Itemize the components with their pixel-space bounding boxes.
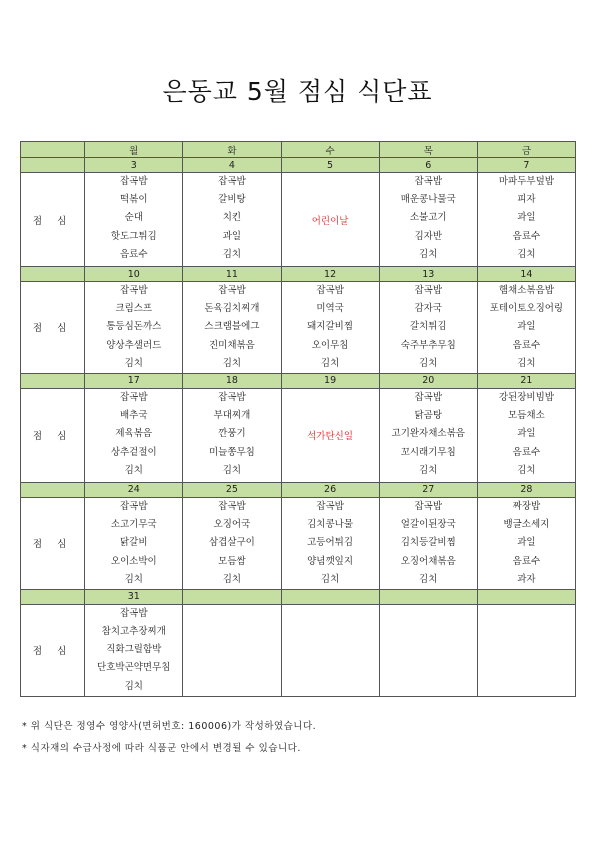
menu-item: 돼지갈비찜 (307, 321, 354, 333)
menu-item (380, 659, 477, 677)
menu-item: 갈비탕 (218, 194, 246, 206)
menu-item: 순대 (124, 212, 143, 224)
menu-cell-wed (281, 604, 379, 696)
menu-item: 과자 (517, 573, 536, 585)
menu-item: 김치 (124, 357, 143, 369)
menu-cell-thu (379, 604, 477, 696)
date-row-label (21, 482, 85, 497)
menu-item: 잡곡밥 (414, 500, 442, 512)
menu-item: 상추겉절이 (110, 446, 157, 458)
menu-cell-tue (183, 497, 281, 589)
weekday-header-row (21, 142, 576, 158)
menu-item: 고기완자채소볶음 (391, 428, 465, 440)
meal-row (21, 282, 576, 374)
date-cell-mon: 10 (85, 267, 183, 282)
date-cell-fri: 28 (477, 482, 575, 497)
menu-item (478, 641, 575, 659)
date-cell-fri (477, 589, 575, 604)
menu-item: 배추국 (120, 410, 148, 422)
menu-item: 음료수 (512, 446, 541, 458)
page-title: 은동교 5월 점심 식단표 (162, 77, 433, 106)
menu-item: 닭곰탕 (414, 410, 442, 422)
menu-cell-fri (477, 282, 575, 374)
menu-item: 햄채소볶음밥 (498, 285, 554, 296)
date-cell-tue: 25 (183, 482, 281, 497)
menu-item: 잡곡밥 (120, 500, 148, 512)
menu-item: 잡곡밥 (414, 176, 442, 187)
menu-item: 진미채볶음 (208, 339, 255, 351)
date-cell-mon: 24 (85, 482, 183, 497)
date-cell-mon: 3 (85, 158, 183, 173)
menu-item: 갈치튀김 (409, 321, 447, 333)
menu-cell-wed (281, 282, 379, 374)
date-cell-wed: 19 (281, 373, 379, 388)
menu-item: 김치 (517, 464, 536, 476)
weekday-header-fri: 금 (477, 142, 575, 158)
menu-item: 과일 (517, 428, 536, 440)
menu-item: 김치 (222, 248, 242, 260)
menu-item: 잡곡밥 (120, 391, 148, 403)
menu-item: 크림스프 (115, 303, 153, 315)
menu-item: 오징어국 (213, 519, 251, 531)
menu-item: 잡곡밥 (316, 285, 344, 296)
menu-item: 강된장비빔밥 (498, 391, 554, 403)
menu-item: 김치 (517, 248, 536, 260)
menu-item: 포테이토오징어링 (489, 303, 564, 315)
date-row (21, 482, 576, 497)
meal-label: 점 심 (21, 282, 85, 374)
menu-item: 김치등갈비찜 (400, 537, 456, 549)
date-cell-thu (379, 589, 477, 604)
holiday-cell: 석가탄신일 (281, 388, 379, 482)
menu-cell-fri (477, 497, 575, 589)
date-cell-tue: 4 (183, 158, 281, 173)
menu-item: 깐풍기 (218, 428, 246, 440)
weekday-header-tue: 화 (183, 142, 281, 158)
menu-item: 모듬쌈 (218, 555, 246, 567)
menu-item: 매운콩나물국 (400, 194, 456, 206)
menu-item: 핫도그튀김 (110, 230, 157, 242)
menu-item (478, 659, 575, 677)
menu-item: 치킨 (222, 212, 242, 224)
menu-item: 과일 (517, 212, 536, 224)
menu-item: 과일 (222, 230, 242, 242)
date-row-label (21, 158, 85, 173)
menu-item: 음료수 (120, 248, 148, 260)
date-cell-wed: 12 (281, 267, 379, 282)
menu-item: 소불고기 (409, 212, 447, 224)
menu-item: 잡곡밥 (218, 500, 246, 512)
menu-cell-wed (281, 497, 379, 589)
menu-item: 김자반 (414, 230, 442, 242)
menu-item: 오이무침 (311, 339, 349, 351)
date-cell-tue (183, 589, 281, 604)
menu-item (183, 623, 280, 641)
date-row-label (21, 267, 85, 282)
date-row (21, 589, 576, 604)
weekday-header-mon: 월 (85, 142, 183, 158)
date-cell-tue: 11 (183, 267, 281, 282)
menu-item: 잡곡밥 (120, 176, 148, 187)
meal-label: 점 심 (21, 173, 85, 267)
meal-label: 점 심 (21, 388, 85, 482)
menu-item: 김치 (320, 357, 340, 369)
menu-item: 얼갈이된장국 (400, 519, 456, 531)
menu-item: 숙주부추무침 (400, 339, 456, 351)
menu-item: 감자국 (414, 303, 442, 315)
menu-item: 뱅글소세지 (503, 519, 550, 531)
menu-cell-mon (85, 604, 183, 696)
menu-item: 김치콩나물 (307, 519, 354, 531)
menu-item: 참치고추장찌개 (101, 626, 166, 638)
date-cell-mon: 17 (85, 373, 183, 388)
menu-item (478, 623, 575, 641)
menu-item: 김치 (419, 248, 438, 260)
menu-cell-thu (379, 282, 477, 374)
date-cell-tue: 18 (183, 373, 281, 388)
menu-item: 김치 (124, 573, 143, 585)
date-row (21, 158, 576, 173)
date-cell-wed: 26 (281, 482, 379, 497)
menu-item: 잡곡밥 (120, 285, 148, 296)
menu-item: 통등심돈까스 (106, 321, 162, 333)
menu-item: 부대찌개 (213, 410, 251, 422)
menu-item: 짜장밥 (512, 500, 541, 512)
meal-label: 점 심 (21, 604, 85, 696)
menu-item (183, 678, 280, 696)
date-cell-wed: 5 (281, 158, 379, 173)
menu-item (282, 623, 379, 641)
menu-cell-mon (85, 282, 183, 374)
menu-cell-mon (85, 497, 183, 589)
menu-item: 스크램블에그 (204, 321, 260, 333)
menu-item: 마파두부덮밥 (498, 176, 554, 187)
meal-row (21, 604, 576, 696)
menu-item: 잡곡밥 (218, 285, 246, 296)
date-cell-fri: 21 (477, 373, 575, 388)
holiday-cell: 어린이날 (281, 173, 379, 267)
menu-item: 김치 (419, 573, 438, 585)
menu-item (380, 678, 477, 696)
menu-item: 모듬채소 (508, 410, 545, 422)
meal-row (21, 388, 576, 482)
date-cell-thu: 27 (379, 482, 477, 497)
menu-item: 음료수 (512, 339, 541, 351)
menu-item: 꼬시래기무침 (400, 446, 456, 458)
menu-item: 제육볶음 (115, 428, 153, 440)
date-cell-wed (281, 589, 379, 604)
menu-item: 닭갈비 (120, 537, 148, 549)
weekday-header-thu: 목 (379, 142, 477, 158)
menu-item: 양상추샐러드 (106, 339, 162, 351)
menu-item: 미역국 (316, 303, 344, 315)
menu-item: 김치 (222, 573, 242, 585)
date-cell-thu: 13 (379, 267, 477, 282)
menu-item: 과일 (517, 537, 536, 549)
menu-item: 김치 (419, 357, 438, 369)
menu-item (380, 641, 477, 659)
menu-cell-tue (183, 282, 281, 374)
meal-row (21, 173, 576, 267)
menu-item (183, 641, 280, 659)
menu-cell-mon (85, 388, 183, 482)
meal-label: 점 심 (21, 497, 85, 589)
note-change: * 식자재의 수급사정에 따라 식품군 안에서 변경될 수 있습니다. (22, 743, 301, 754)
menu-item (282, 605, 379, 623)
menu-item (380, 605, 477, 623)
menu-cell-tue (183, 173, 281, 267)
menu-item: 잡곡밥 (414, 391, 442, 403)
menu-item (478, 605, 575, 623)
meal-row (21, 497, 576, 589)
weekday-header-wed: 수 (281, 142, 379, 158)
date-row (21, 373, 576, 388)
note-author: * 위 식단은 정영수 영양사(면허번호: 160006)가 작성하였습니다. (22, 721, 317, 732)
menu-item (282, 678, 379, 696)
menu-item: 삼겹살구이 (208, 537, 255, 549)
date-cell-fri: 7 (477, 158, 575, 173)
menu-item: 잡곡밥 (120, 607, 148, 619)
menu-cell-tue (183, 604, 281, 696)
menu-item: 오이소박이 (110, 555, 157, 567)
menu-cell-tue (183, 388, 281, 482)
menu-item: 음료수 (512, 555, 541, 567)
menu-item: 잡곡밥 (218, 176, 246, 187)
menu-item: 잡곡밥 (414, 285, 442, 296)
menu-cell-mon (85, 173, 183, 267)
menu-cell-thu (379, 388, 477, 482)
menu-item (478, 678, 575, 696)
menu-item: 소고기무국 (110, 519, 157, 531)
menu-cell-thu (379, 497, 477, 589)
menu-item: 김치 (222, 357, 242, 369)
date-cell-mon: 31 (85, 589, 183, 604)
menu-item (183, 605, 280, 623)
menu-item (183, 659, 280, 677)
menu-item: 김치 (419, 464, 438, 476)
menu-item: 피자 (517, 194, 536, 206)
date-row (21, 267, 576, 282)
menu-cell-fri (477, 388, 575, 482)
menu-item: 잡곡밥 (218, 391, 246, 403)
menu-item: 과일 (517, 321, 536, 333)
menu-item: 고등어튀김 (307, 537, 354, 549)
menu-item: 돈육김치찌개 (204, 303, 260, 315)
menu-item: 떡볶이 (120, 194, 148, 206)
date-row-label (21, 373, 85, 388)
menu-item: 김치 (124, 464, 143, 476)
date-cell-thu: 6 (379, 158, 477, 173)
menu-cell-fri (477, 604, 575, 696)
menu-item (282, 659, 379, 677)
date-cell-fri: 14 (477, 267, 575, 282)
menu-item: 김치 (222, 464, 242, 476)
menu-cell-fri (477, 173, 575, 267)
date-cell-thu: 20 (379, 373, 477, 388)
date-row-label (21, 589, 85, 604)
menu-item: 직화그릴함박 (106, 644, 162, 656)
menu-item: 단호박곤약면무침 (97, 662, 171, 674)
menu-item: 김치 (517, 357, 536, 369)
menu-item: 음료수 (512, 230, 541, 242)
menu-table (20, 141, 576, 697)
menu-item: 잡곡밥 (316, 500, 344, 512)
menu-cell-thu (379, 173, 477, 267)
menu-item (380, 623, 477, 641)
notes (22, 716, 316, 760)
menu-item: 양념깻잎지 (307, 555, 354, 567)
menu-item: 김치 (124, 680, 143, 692)
menu-item (282, 641, 379, 659)
corner-cell (21, 142, 85, 158)
menu-item: 김치 (320, 573, 340, 585)
menu-item: 오징어채볶음 (400, 555, 456, 567)
menu-item: 미늘쫑무침 (208, 446, 255, 458)
